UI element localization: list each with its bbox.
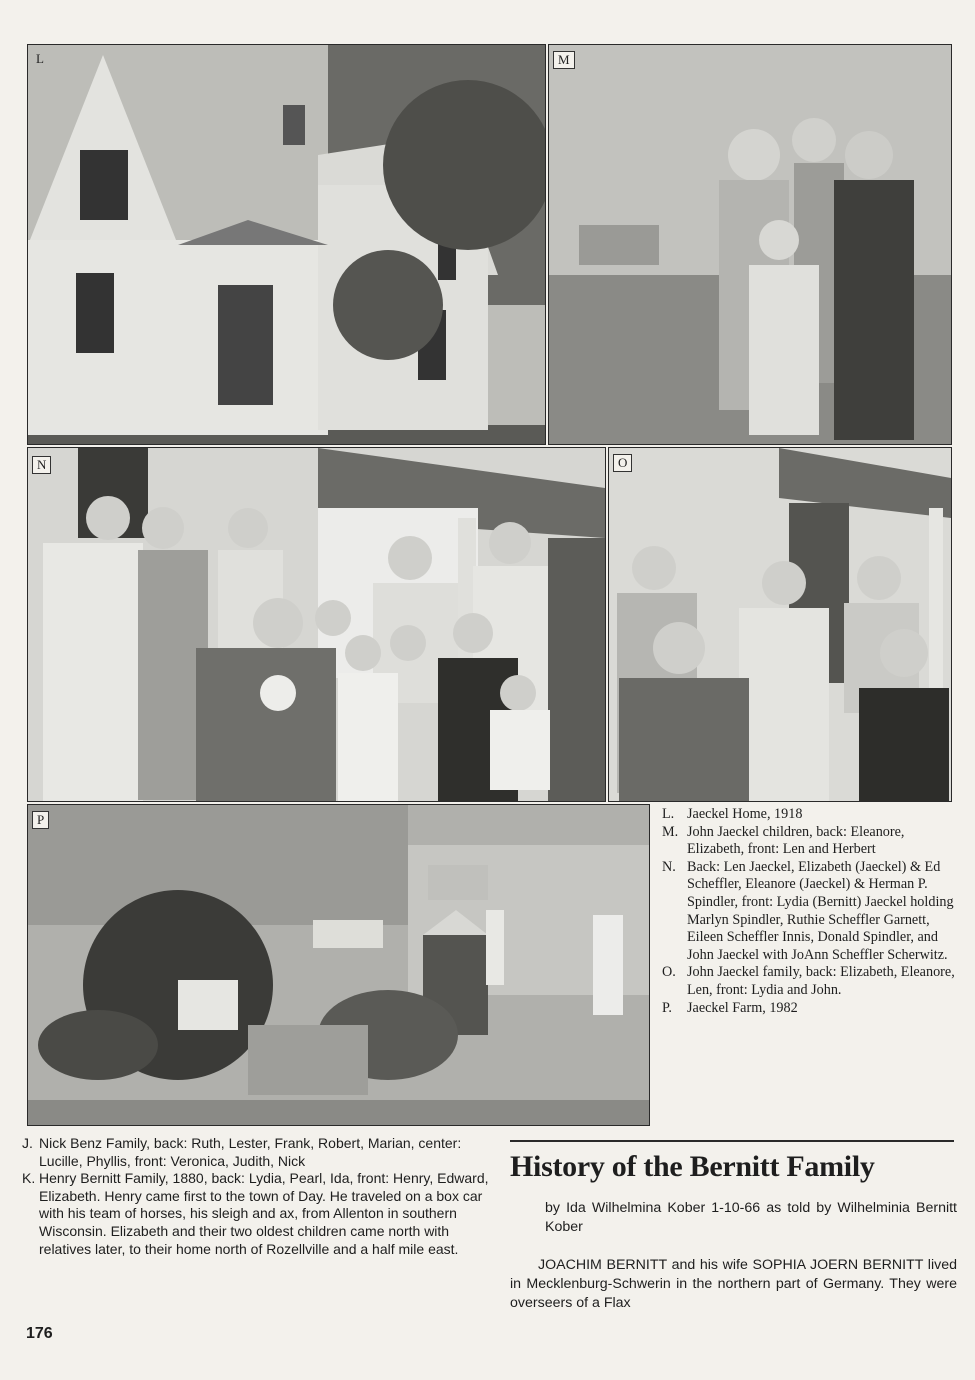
captions-j-k (22, 1135, 502, 1258)
caption-p-text: Jaeckel Farm, 1982 (687, 999, 798, 1016)
caption-m-letter: M. (662, 823, 679, 840)
caption-l-letter: L. (662, 806, 675, 822)
photo-l-jaeckel-home (27, 44, 546, 445)
caption-l-text: Jaeckel Home, 1918 (687, 806, 803, 822)
title-rule (510, 1140, 954, 1142)
photo-n-label: N (32, 456, 51, 474)
family-group-illustration (28, 448, 605, 801)
caption-o (662, 964, 962, 999)
children-illustration (549, 45, 951, 444)
caption-n-text: Back: Len Jaeckel, Elizabeth (Jaeckel) & Ed Scheffler, Eleanore (Jaeckel) & Herman P. Spindler, front: Lydia (Bernitt) Jaeckel holding Marlyn Spindler, Ruthie Scheffler Garnett, Eileen Scheffler Innis, Donald Spindler, and John Jaeckel with JoAnn Scheffler Scherwitz. (687, 858, 954, 963)
photo-p-label: P (32, 811, 49, 829)
jaeckel-family-illustration (609, 448, 951, 801)
article-byline: by Ida Wilhelmina Kober 1-10-66 as told by Wilhelminia Bernitt Kober (545, 1200, 957, 1235)
photo-n-family-group (27, 447, 606, 802)
article-body: JOACHIM BERNITT and his wife SOPHIA JOERN BERNITT lived in Mecklenburg-Schwerin in the northern part of Germany. They were overseers of a Flax (510, 1257, 957, 1311)
caption-k-text: Henry Bernitt Family, 1880, back: Lydia, Pearl, Ida, front: Henry, Edward, Elizabeth. Henry came first to the town of Day. He traveled on a box car with his team of horses, his sleigh and ax, from Allenton in southern Wisconsin. Elizabeth and their two oldest children came north with relatives later, to their home north of Rozellville and a half mile east. (39, 1170, 489, 1257)
caption-j-text: Nick Benz Family, back: Ruth, Lester, Frank, Robert, Marian, center: Lucille, Phyllis, front: Veronica, Judith, Nick (39, 1135, 462, 1169)
article-title: History of the Bernitt Family (510, 1150, 875, 1183)
farm-aerial-illustration (28, 805, 649, 1125)
caption-k-letter: K. (22, 1170, 36, 1187)
caption-o-text: John Jaeckel family, back: Elizabeth, Eleanore, Len, front: Lydia and John. (687, 964, 955, 998)
photo-o-john-jaeckel-family (608, 447, 952, 802)
photo-captions (662, 806, 962, 1017)
photo-l-label: L (36, 51, 44, 66)
caption-j (22, 1135, 502, 1170)
caption-l (662, 806, 962, 824)
photo-m-jaeckel-children (548, 44, 952, 445)
caption-m-text: John Jaeckel children, back: Eleanore, Elizabeth, front: Len and Herbert (687, 823, 905, 858)
house-illustration (28, 45, 545, 444)
caption-p (662, 1000, 962, 1018)
photo-o-label: O (613, 454, 632, 472)
caption-n (662, 859, 962, 965)
caption-n-letter: N. (662, 858, 676, 875)
caption-k (22, 1170, 502, 1258)
caption-j-letter: J. (22, 1135, 33, 1151)
page-number: 176 (26, 1325, 53, 1342)
caption-m (662, 824, 962, 859)
caption-p-letter: P. (662, 999, 672, 1016)
photo-m-label: M (553, 51, 575, 69)
photo-p-jaeckel-farm-aerial (27, 804, 650, 1126)
caption-o-letter: O. (662, 964, 676, 981)
